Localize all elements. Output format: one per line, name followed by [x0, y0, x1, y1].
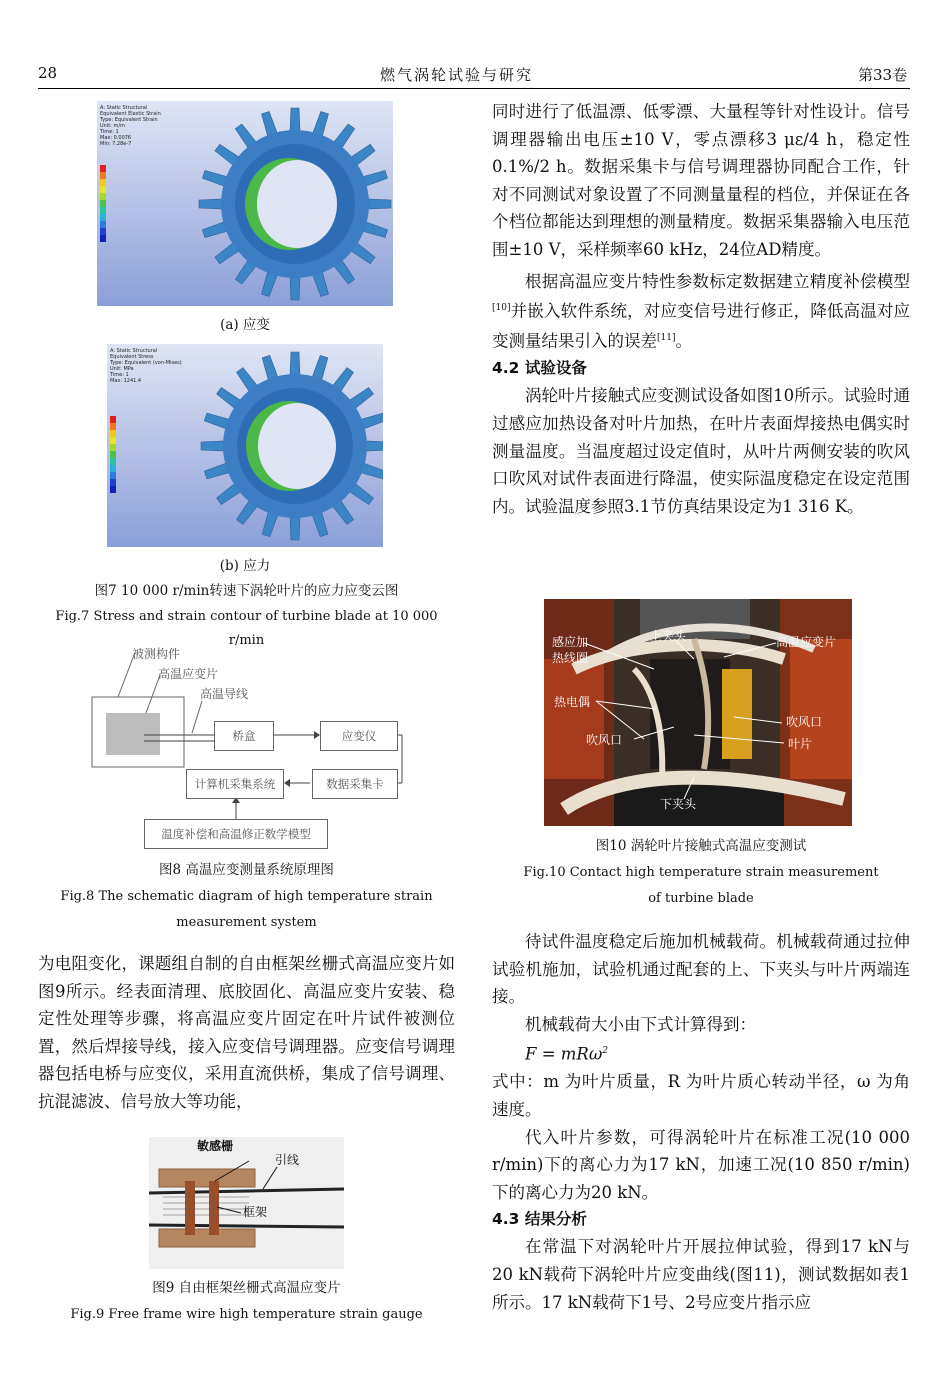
- svg-text:A: Static Structural: A: Static Structural: [110, 348, 158, 354]
- right-paragraph-2: [492, 268, 910, 356]
- fig8-caption-en-1: Fig.8 The schematic diagram of high temperature strain: [60, 889, 433, 904]
- label-sensitive-grid: 敏感栅: [197, 1139, 234, 1153]
- svg-text:Min: 7.28e-7: Min: 7.28e-7: [100, 141, 132, 147]
- fig9-strain-gauge-photo: [149, 1137, 344, 1269]
- svg-text:Equivalent Elastic Strain: Equivalent Elastic Strain: [100, 111, 161, 117]
- left-body-text: [38, 950, 455, 1116]
- fig7b-caption: (b) 应力: [219, 558, 271, 574]
- fig7-caption-cn: 图7 10 000 r/min转速下涡轮叶片的应力应变云图: [94, 583, 399, 599]
- svg-text:Time: 1: Time: 1: [110, 372, 129, 378]
- svg-text:Max: 0.0076: Max: 0.0076: [100, 135, 132, 141]
- fig8-caption-en-2: measurement system: [176, 915, 317, 930]
- right-paragraph-5: 机械载荷大小由下式计算得到：: [525, 1014, 756, 1034]
- label-hightemp-gauge: 高温应变片: [776, 635, 837, 649]
- label-upper-clamp: 上夹头: [650, 629, 687, 643]
- right-paragraph-1: 同时进行了低温漂、低零漂、大量程等针对性设计。信号调理器输出电压±10 V，零点漂移3 με/4 h，稳定性0.1%/2 h。数据采集卡与信号调理器协同配合工作，针对不同测试对象设置了不同测量量程的档位，并保证在各个档位都能达到理想的测量精度。数据采集器输入电压范围±10 V，采样频率60 kHz，24位AD精度。: [492, 102, 910, 259]
- right-paragraph-4: 待试件温度稳定后施加机械载荷。机械载荷通过拉伸试验机施加，试验机通过配套的上、下夹头与叶片两端连接。: [492, 932, 910, 1007]
- svg-text:Max: 1241.4: Max: 1241.4: [110, 378, 142, 384]
- fig7a-strain-contour: [97, 101, 393, 306]
- formula: [492, 1038, 910, 1068]
- label-blower-left: 吹风口: [586, 733, 623, 747]
- right-paragraph-3: 涡轮叶片接触式应变测试设备如图10所示。试验时通过感应加热设备对叶片加热，在叶片表面焊接热电偶实时测量温度。当温度超过设定值时，从叶片两侧安装的吹风口吹风对试件表面进行降温，使实际温度稳定在设定范围内。试验温度参照3.1节仿真结果设定为1 316 K。: [492, 386, 910, 516]
- fig10-caption-cn: 图10 涡轮叶片接触式高温应变测试: [595, 838, 807, 854]
- right-body-bottom: [492, 928, 910, 1316]
- fig10-test-photo: [544, 599, 852, 826]
- para2-text-c: 。: [675, 331, 692, 351]
- svg-text:Unit: MPa: Unit: MPa: [110, 366, 134, 372]
- bridge-box: 桥盒: [214, 721, 274, 751]
- label-lead-wire: 引线: [275, 1153, 300, 1167]
- section-4-3-heading: 4.3 结果分析: [492, 1210, 587, 1229]
- fig8-caption-cn: 图8 高温应变测量系统原理图: [159, 862, 334, 878]
- ref-11[interactable]: [11]: [657, 333, 676, 344]
- svg-text:Equivalent Stress: Equivalent Stress: [110, 354, 154, 360]
- label-hightemp-wire: 高温导线: [200, 687, 249, 701]
- label-thermocouple: 热电偶: [554, 695, 591, 709]
- svg-text:Time: 1: Time: 1: [100, 129, 119, 135]
- page-number: 28: [38, 64, 58, 82]
- header-rule: [38, 88, 910, 89]
- computer-acquisition-box: 计算机采集系统: [186, 769, 284, 799]
- strain-meter-box: 应变仪: [320, 721, 398, 751]
- label-blower-right: 吹风口: [786, 715, 823, 729]
- formula-exponent: 2: [602, 1046, 609, 1057]
- label-measured-part: 被测构件: [132, 647, 181, 661]
- right-body-top: [492, 98, 910, 520]
- para2-text-a: 根据高温应变片特性参数标定数据建立精度补偿模型: [525, 271, 910, 291]
- label-hightemp-gauge: 高温应变片: [158, 667, 219, 681]
- fig8-schematic: [88, 643, 418, 853]
- svg-text:Type: Equivalent (von-Mises): Type: Equivalent (von-Mises): [110, 360, 182, 366]
- label-blade: 叶片: [788, 737, 813, 751]
- fig10-caption-en-2: of turbine blade: [648, 891, 754, 906]
- label-heating-coil-1: 感应加: [552, 635, 589, 649]
- para2-text-b: 并嵌入软件系统，对应变信号进行修正，降低高温对应变测量结果引入的误差: [492, 301, 910, 351]
- fig10-caption-en-1: Fig.10 Contact high temperature strain measurement: [523, 865, 879, 880]
- volume-label: 第33卷: [858, 66, 908, 84]
- fig7b-stress-contour: [107, 344, 383, 547]
- ref-10[interactable]: [10]: [492, 303, 511, 314]
- fig9-caption-cn: 图9 自由框架丝栅式高温应变片: [152, 1280, 341, 1296]
- right-paragraph-7: 代入叶片参数，可得涡轮叶片在标准工况(10 000 r/min)下的离心力为17 kN，加速工况(10 850 r/min)下的离心力为20 kN。: [492, 1127, 910, 1202]
- fig9-caption-en: Fig.9 Free frame wire high temperature strain gauge: [70, 1307, 423, 1322]
- label-heating-coil-2: 热线圈: [552, 651, 589, 665]
- label-frame: 框架: [243, 1205, 268, 1219]
- strain-contour-image: [97, 101, 393, 306]
- journal-title: 燃气涡轮试验与研究: [380, 66, 534, 84]
- stress-contour-image: [107, 344, 383, 547]
- label-lower-clamp: 下夹头: [660, 797, 697, 811]
- fig7a-caption: (a) 应变: [220, 317, 270, 333]
- svg-text:Unit: m/m: Unit: m/m: [100, 123, 125, 129]
- daq-card-box: 数据采集卡: [312, 769, 398, 799]
- svg-text:Type: Equivalent Strain: Type: Equivalent Strain: [100, 117, 158, 123]
- svg-text:A: Static Structural: A: Static Structural: [100, 105, 148, 111]
- formula-text: F = mRω: [525, 1044, 603, 1064]
- correction-model-box: 温度补偿和高温修正数学模型: [144, 819, 328, 849]
- fig7-caption-en: Fig.7 Stress and strain contour of turbine blade at 10 000 r/min: [55, 609, 438, 648]
- left-paragraph-1: 为电阻变化，课题组自制的自由框架丝栅式高温应变片如图9所示。经表面清理、底胶固化、高温应变片安装、稳定性处理等步骤，将高温应变片固定在叶片试件被测位置，然后焊接导线，接入应变信号调理器。应变信号调理器包括电桥与应变仪，采用直流供桥，集成了信号调理、抗混滤波、信号放大等功能，: [38, 954, 455, 1111]
- right-paragraph-6: 式中：m 为叶片质量，R 为叶片质心转动半径，ω 为角速度。: [492, 1072, 910, 1120]
- right-paragraph-8: 在常温下对涡轮叶片开展拉伸试验，得到17 kN与20 kN载荷下涡轮叶片应变曲线(图11)，测试数据如表1所示。17 kN载荷下1号、2号应变片指示应: [492, 1237, 910, 1312]
- section-4-2-heading: 4.2 试验设备: [492, 359, 587, 378]
